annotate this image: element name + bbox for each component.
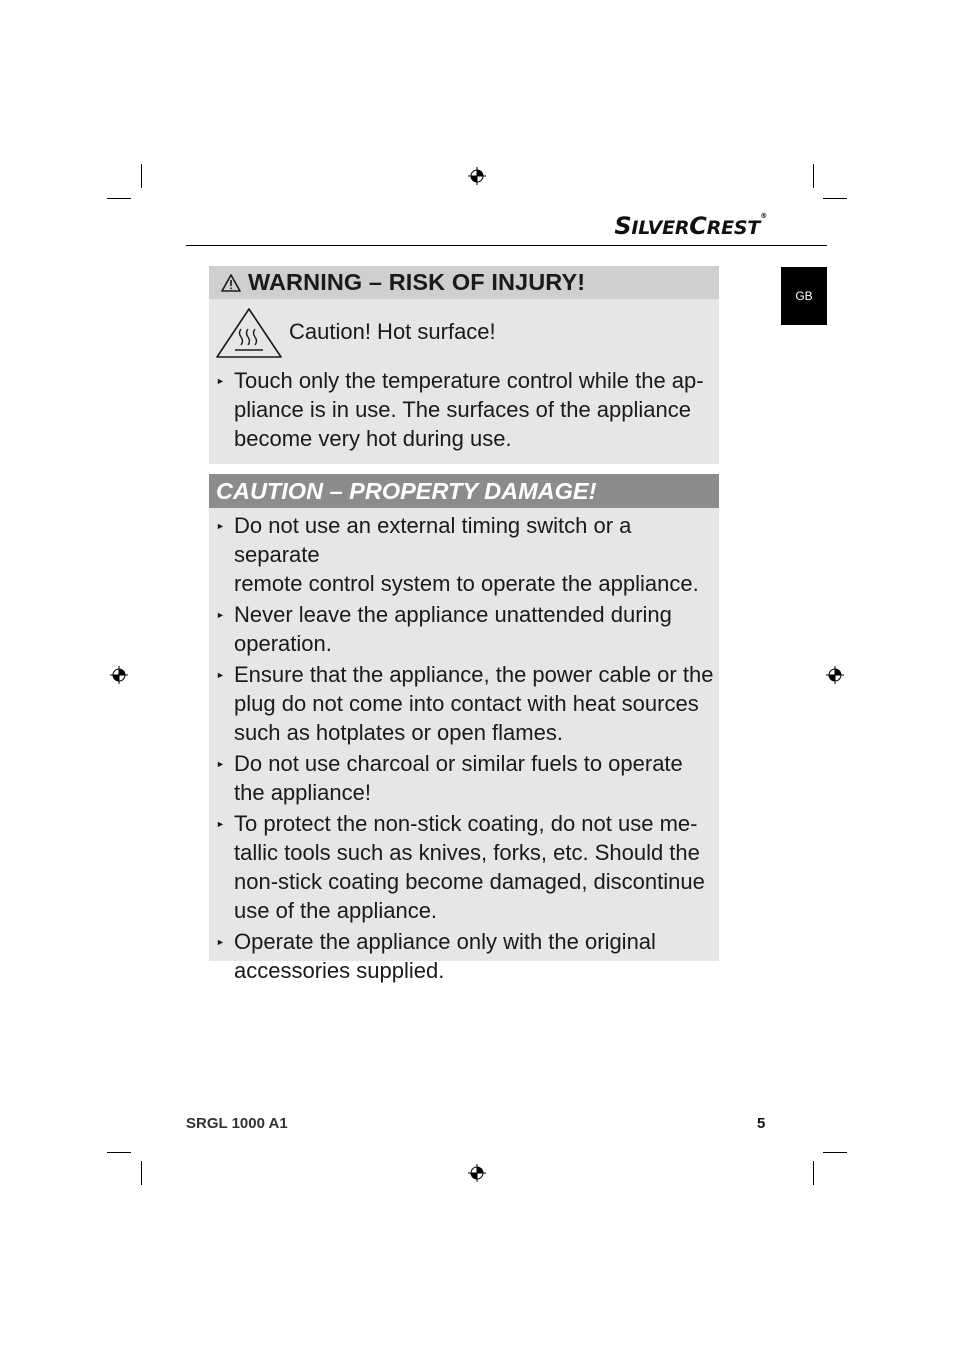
list-item-text: Do not use charcoal or similar fuels to operate (234, 751, 683, 776)
footer-model: SRGL 1000 A1 (186, 1115, 288, 1132)
registered-mark: ® (760, 212, 767, 220)
crop-mark (107, 1152, 131, 1153)
caution-heading (209, 474, 719, 508)
crop-mark (107, 198, 131, 199)
brand-text: REST (706, 217, 761, 239)
list-item-text: accessories supplied. (234, 958, 445, 983)
hot-surface-icon (215, 307, 283, 359)
bullet-arrow-icon: ► (216, 670, 225, 680)
crop-mark (823, 198, 847, 199)
warning-panel (209, 266, 719, 464)
hot-surface-text: Caution! Hot surface! (289, 319, 496, 344)
warning-heading (209, 266, 719, 299)
list-item (209, 660, 719, 747)
caution-panel (209, 474, 719, 983)
brand-letter: S (614, 212, 632, 240)
list-item (209, 809, 719, 925)
list-item (209, 366, 719, 453)
list-item-text: such as hotplates or open flames. (234, 720, 563, 745)
brand-letter: C (689, 212, 707, 240)
list-item-text: Touch only the temperature control while the ap- (234, 368, 704, 393)
caution-list (209, 511, 719, 985)
registration-mark-icon (468, 167, 486, 185)
brand-text: ILVER (631, 217, 690, 239)
list-item-text: Ensure that the appliance, the power cable or the (234, 662, 714, 687)
crop-mark (823, 1152, 847, 1153)
bullet-arrow-icon: ► (216, 819, 225, 829)
list-item-text: To protect the non-stick coating, do not use me- (234, 811, 698, 836)
bullet-arrow-icon: ► (216, 610, 225, 620)
bullet-arrow-icon: ► (216, 759, 225, 769)
list-item-text: plug do not come into contact with heat sources (234, 691, 699, 716)
warning-triangle-icon (221, 274, 241, 292)
crop-mark (813, 164, 814, 188)
list-item-text: remote control system to operate the appliance. (234, 571, 699, 596)
list-item-text: the appliance! (234, 780, 371, 805)
registration-mark-icon (826, 666, 844, 684)
list-item-text: operation. (234, 631, 332, 656)
crop-mark (813, 1161, 814, 1185)
list-item-text: become very hot during use. (234, 426, 512, 451)
warning-list (209, 366, 719, 453)
hot-surface-row (209, 299, 719, 365)
list-item (209, 927, 719, 985)
warning-title: WARNING – RISK OF INJURY! (248, 269, 586, 295)
brand-logo (614, 212, 767, 240)
list-item-text: non-stick coating become damaged, discontinue (234, 869, 705, 894)
crop-mark (141, 164, 142, 188)
list-item (209, 749, 719, 807)
registration-mark-icon (110, 666, 128, 684)
list-item-text: tallic tools such as knives, forks, etc. Should the (234, 840, 700, 865)
bullet-arrow-icon: ► (216, 937, 225, 947)
list-item-text: Never leave the appliance unattended during (234, 602, 672, 627)
list-item (209, 600, 719, 658)
registration-mark-icon (468, 1164, 486, 1182)
list-item-text: Operate the appliance only with the original (234, 929, 656, 954)
bullet-arrow-icon: ► (216, 521, 225, 531)
list-item-text: Do not use an external timing switch or a separate (234, 513, 632, 567)
page-number: 5 (757, 1115, 766, 1132)
caution-title: CAUTION – PROPERTY DAMAGE! (216, 477, 597, 504)
list-item-text: pliance is in use. The surfaces of the appliance (234, 397, 691, 422)
list-item-text: use of the appliance. (234, 898, 438, 923)
language-tab: GB (781, 267, 827, 325)
crop-mark (141, 1161, 142, 1185)
list-item (209, 511, 719, 598)
header-rule (186, 245, 827, 246)
bullet-arrow-icon: ► (216, 376, 225, 386)
